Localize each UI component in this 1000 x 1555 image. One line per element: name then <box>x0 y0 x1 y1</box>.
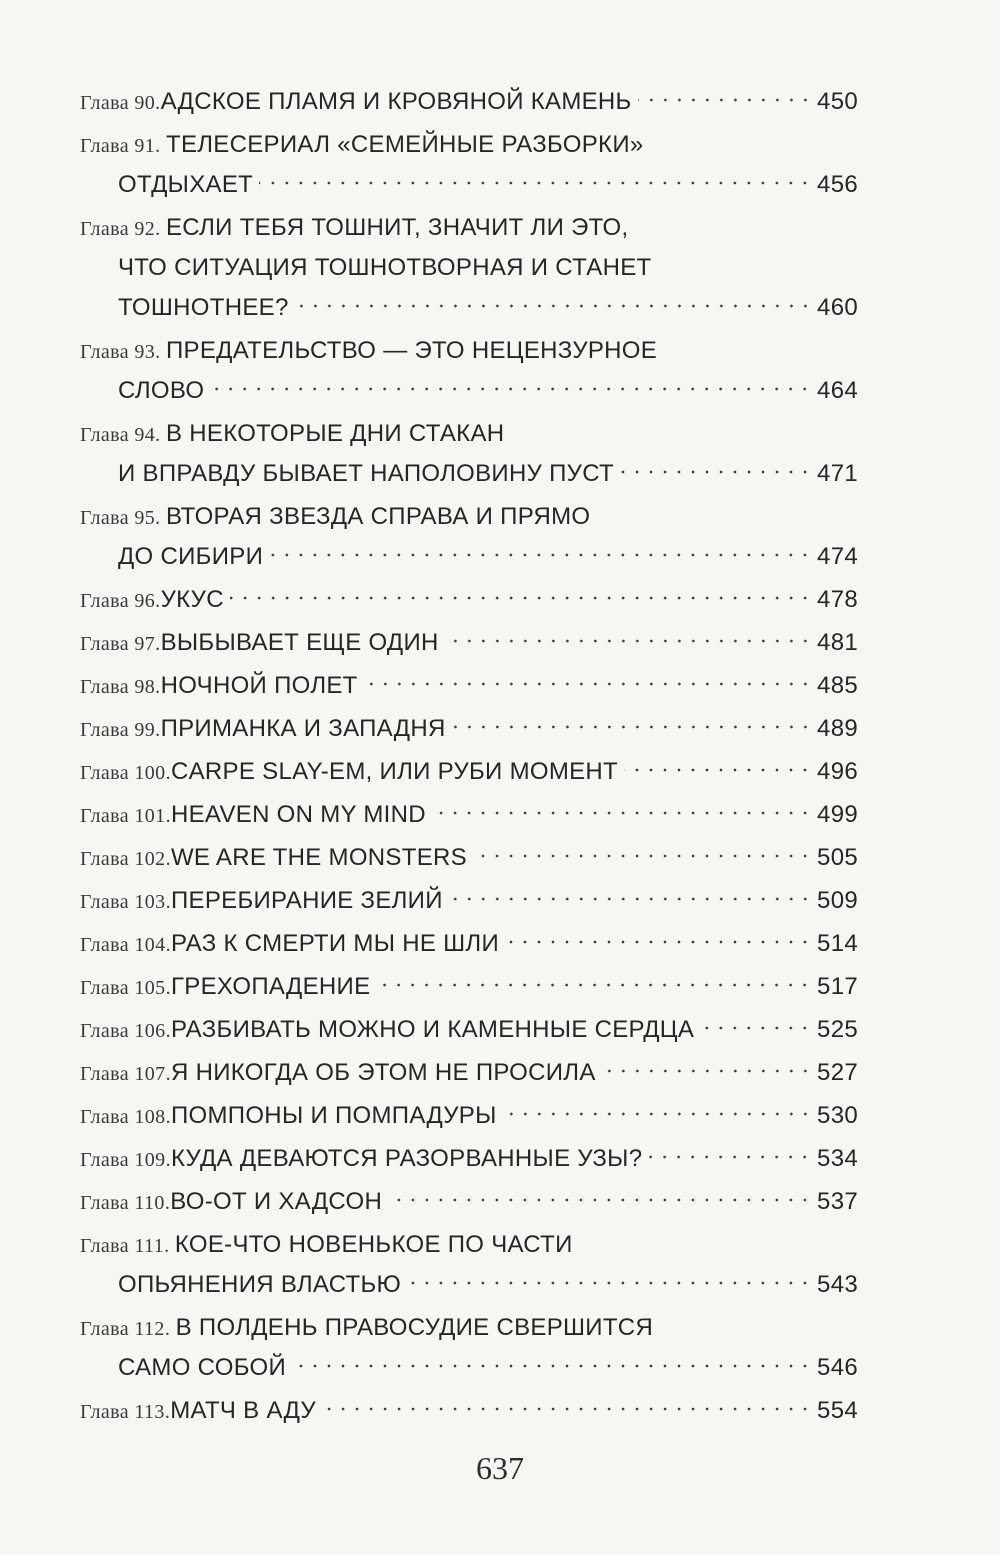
chapter-title: ОПЬЯНЕНИЯ ВЛАСТЬЮ <box>118 1271 402 1298</box>
toc-entry <box>80 125 858 205</box>
toc-entry-line <box>80 82 858 122</box>
dot-leader <box>620 470 812 474</box>
chapter-label: Глава 95. <box>80 507 166 529</box>
page-ref: 530 <box>817 1102 858 1129</box>
toc-entry-line <box>80 967 858 1007</box>
chapter-title: ЕСЛИ ТЕБЯ ТОШНИТ, ЗНАЧИТ ЛИ ЭТО, <box>165 214 629 241</box>
toc-entry <box>80 838 858 878</box>
toc-entry <box>80 1139 858 1179</box>
chapter-title: МАТЧ В АДУ <box>170 1397 316 1424</box>
toc-entry-line <box>80 1308 858 1348</box>
dot-leader <box>648 1155 812 1159</box>
chapter-title: ВЫБЫВАЕТ ЕЩЕ ОДИН <box>160 629 439 656</box>
page-ref: 537 <box>817 1188 858 1215</box>
chapter-title: HEAVEN ON MY MIND <box>170 801 426 828</box>
dot-leader <box>432 811 812 815</box>
chapter-title: НОЧНОЙ ПОЛЕТ <box>160 672 358 699</box>
dot-leader <box>452 725 812 729</box>
toc-entry-line <box>80 1348 858 1388</box>
toc-entry-line <box>80 414 858 454</box>
toc-entry <box>80 924 858 964</box>
toc-entry <box>80 1225 858 1305</box>
toc-entry-line <box>80 1053 858 1093</box>
page-ref: 525 <box>817 1016 858 1043</box>
toc-entry-line <box>80 924 858 964</box>
toc-entry <box>80 414 858 494</box>
chapter-label: Глава 91. <box>80 135 166 157</box>
chapter-label: Глава 93. <box>80 341 166 363</box>
chapter-label: Глава 102. <box>80 848 171 870</box>
toc-entry-line <box>80 1391 858 1431</box>
dot-leader <box>407 1281 812 1285</box>
page-ref: 456 <box>817 171 858 198</box>
chapter-title: ПЕРЕБИРАНИЕ ЗЕЛИЙ <box>170 887 443 914</box>
toc-entry <box>80 331 858 411</box>
toc-entry-line <box>80 371 858 411</box>
chapter-title: ЧТО СИТУАЦИЯ ТОШНОТВОРНАЯ И СТАНЕТ <box>118 254 652 281</box>
toc-entry <box>80 1053 858 1093</box>
toc-entry-line <box>80 1096 858 1136</box>
page-ref: 496 <box>817 758 858 785</box>
chapter-label: Глава 101. <box>80 805 171 827</box>
chapter-title: ТЕЛЕСЕРИАЛ «СЕМЕЙНЫЕ РАЗБОРКИ» <box>165 131 644 158</box>
chapter-title: ДО СИБИРИ <box>118 543 264 570</box>
toc-entry-line <box>80 881 858 921</box>
page-ref: 481 <box>817 629 858 656</box>
toc-entry-line <box>80 248 858 288</box>
toc-entry-line <box>80 1182 858 1222</box>
toc-entry <box>80 752 858 792</box>
toc-entry <box>80 208 858 328</box>
page-ref: 450 <box>817 88 858 115</box>
chapter-title: В НЕКОТОРЫЕ ДНИ СТАКАН <box>165 420 505 447</box>
page-ref: 499 <box>817 801 858 828</box>
page-ref: 478 <box>817 586 858 613</box>
chapter-title: Я НИКОГДА ОБ ЭТОМ НЕ ПРОСИЛА <box>170 1059 596 1086</box>
chapter-label: Глава 107. <box>80 1063 171 1085</box>
dot-leader <box>376 983 812 987</box>
page-ref: 509 <box>817 887 858 914</box>
dot-leader <box>505 940 812 944</box>
chapter-label: Глава 99. <box>80 719 161 741</box>
toc-entry-line <box>80 709 858 749</box>
toc-entry <box>80 795 858 835</box>
chapter-label: Глава 92. <box>80 218 166 240</box>
chapter-label: Глава 111. <box>80 1235 175 1257</box>
toc-entry <box>80 1096 858 1136</box>
dot-leader <box>269 553 812 557</box>
chapter-title: ВО-ОТ И ХАДСОН <box>170 1188 383 1215</box>
chapter-label: Глава 105. <box>80 977 171 999</box>
toc-entry-line <box>80 795 858 835</box>
page-ref: 514 <box>817 930 858 957</box>
toc-entry <box>80 1308 858 1388</box>
page-ref: 546 <box>817 1354 858 1381</box>
dot-leader <box>449 897 812 901</box>
toc-entry-line <box>80 537 858 577</box>
chapter-label: Глава 97. <box>80 633 161 655</box>
dot-leader <box>259 181 812 185</box>
toc-entry-line <box>80 666 858 706</box>
toc-entry-line <box>80 208 858 248</box>
dot-leader <box>292 1364 812 1368</box>
page-ref: 517 <box>817 973 858 1000</box>
chapter-title: САМО СОБОЙ <box>118 1354 287 1381</box>
page-ref: 489 <box>817 715 858 742</box>
dot-leader <box>295 304 812 308</box>
toc-entry-line <box>80 497 858 537</box>
table-of-contents <box>80 82 858 1434</box>
chapter-title: КУДА ДЕВАЮТСЯ РАЗОРВАННЫЕ УЗЫ? <box>170 1145 643 1172</box>
toc-entry <box>80 1182 858 1222</box>
page-ref: 471 <box>817 460 858 487</box>
chapter-title: КОЕ-ЧТО НОВЕНЬКОЕ ПО ЧАСТИ <box>174 1231 573 1258</box>
page-ref: 464 <box>817 377 858 404</box>
chapter-title: WE ARE THE MONSTERS <box>170 844 467 871</box>
chapter-label: Глава 94. <box>80 424 166 446</box>
toc-entry-line <box>80 752 858 792</box>
toc-entry-line <box>80 1265 858 1305</box>
chapter-title: РАЗ К СМЕРТИ МЫ НЕ ШЛИ <box>170 930 500 957</box>
chapter-label: Глава 103. <box>80 891 171 913</box>
toc-entry <box>80 580 858 620</box>
dot-leader <box>473 854 812 858</box>
page-ref: 554 <box>817 1397 858 1424</box>
dot-leader <box>388 1198 812 1202</box>
toc-entry <box>80 1010 858 1050</box>
chapter-title: РАЗБИВАТЬ МОЖНО И КАМЕННЫЕ СЕРДЦА <box>170 1016 695 1043</box>
toc-entry-line <box>80 580 858 620</box>
dot-leader <box>230 596 812 600</box>
chapter-label: Глава 113. <box>80 1401 171 1423</box>
chapter-label: Глава 112. <box>80 1318 176 1340</box>
chapter-label: Глава 104. <box>80 934 171 956</box>
dot-leader <box>322 1407 812 1411</box>
page-ref: 543 <box>817 1271 858 1298</box>
chapter-title: ВТОРАЯ ЗВЕЗДА СПРАВА И ПРЯМО <box>165 503 591 530</box>
chapter-title: В ПОЛДЕНЬ ПРАВОСУДИЕ СВЕРШИТСЯ <box>175 1314 654 1341</box>
toc-entry-line <box>80 623 858 663</box>
page-ref: 534 <box>817 1145 858 1172</box>
toc-entry <box>80 881 858 921</box>
page-number: 637 <box>476 1450 524 1486</box>
toc-entry-line <box>80 1139 858 1179</box>
dot-leader <box>638 98 812 102</box>
toc-entry-line <box>80 1225 858 1265</box>
chapter-label: Глава 96. <box>80 590 161 612</box>
chapter-label: Глава 106. <box>80 1020 171 1042</box>
dot-leader <box>700 1026 812 1030</box>
chapter-label: Глава 109. <box>80 1149 171 1171</box>
chapter-title: ПОМПОНЫ И ПОМПАДУРЫ <box>170 1102 497 1129</box>
toc-entry <box>80 82 858 122</box>
toc-entry-line <box>80 454 858 494</box>
toc-entry-line <box>80 1010 858 1050</box>
chapter-title: ГРЕХОПАДЕНИЕ <box>170 973 371 1000</box>
toc-entry-line <box>80 165 858 205</box>
toc-entry <box>80 666 858 706</box>
chapter-label: Глава 110. <box>80 1192 171 1214</box>
dot-leader <box>503 1112 812 1116</box>
chapter-title: ПРИМАНКА И ЗАПАДНЯ <box>160 715 446 742</box>
toc-entry-line <box>80 125 858 165</box>
dot-leader <box>445 639 812 643</box>
toc-entry <box>80 497 858 577</box>
toc-entry <box>80 1391 858 1431</box>
chapter-title: УКУС <box>160 586 224 613</box>
page-ref: 485 <box>817 672 858 699</box>
toc-entry <box>80 623 858 663</box>
dot-leader <box>624 768 812 772</box>
chapter-title: СЛОВО <box>118 377 205 404</box>
chapter-title: CARPE SLAY-EM, ИЛИ РУБИ МОМЕНТ <box>170 758 619 785</box>
chapter-title: ОТДЫХАЕТ <box>118 171 254 198</box>
toc-entry-line <box>80 331 858 371</box>
dot-leader <box>602 1069 812 1073</box>
chapter-title: И ВПРАВДУ БЫВАЕТ НАПОЛОВИНУ ПУСТ <box>118 460 614 487</box>
chapter-label: Глава 108. <box>80 1106 171 1128</box>
dot-leader <box>210 387 812 391</box>
toc-entry-line <box>80 288 858 328</box>
chapter-label: Глава 100. <box>80 762 171 784</box>
chapter-title: АДСКОЕ ПЛАМЯ И КРОВЯНОЙ КАМЕНЬ <box>160 88 632 115</box>
chapter-label: Глава 90. <box>80 92 161 114</box>
toc-entry <box>80 967 858 1007</box>
toc-entry-line <box>80 838 858 878</box>
page-ref: 505 <box>817 844 858 871</box>
chapter-title: ТОШНОТНЕЕ? <box>118 294 289 321</box>
chapter-title: ПРЕДАТЕЛЬСТВО — ЭТО НЕЦЕНЗУРНОЕ <box>165 337 658 364</box>
page-ref: 527 <box>817 1059 858 1086</box>
chapter-label: Глава 98. <box>80 676 161 698</box>
page-ref: 474 <box>817 543 858 570</box>
dot-leader <box>364 682 812 686</box>
page-ref: 460 <box>817 294 858 321</box>
toc-entry <box>80 709 858 749</box>
